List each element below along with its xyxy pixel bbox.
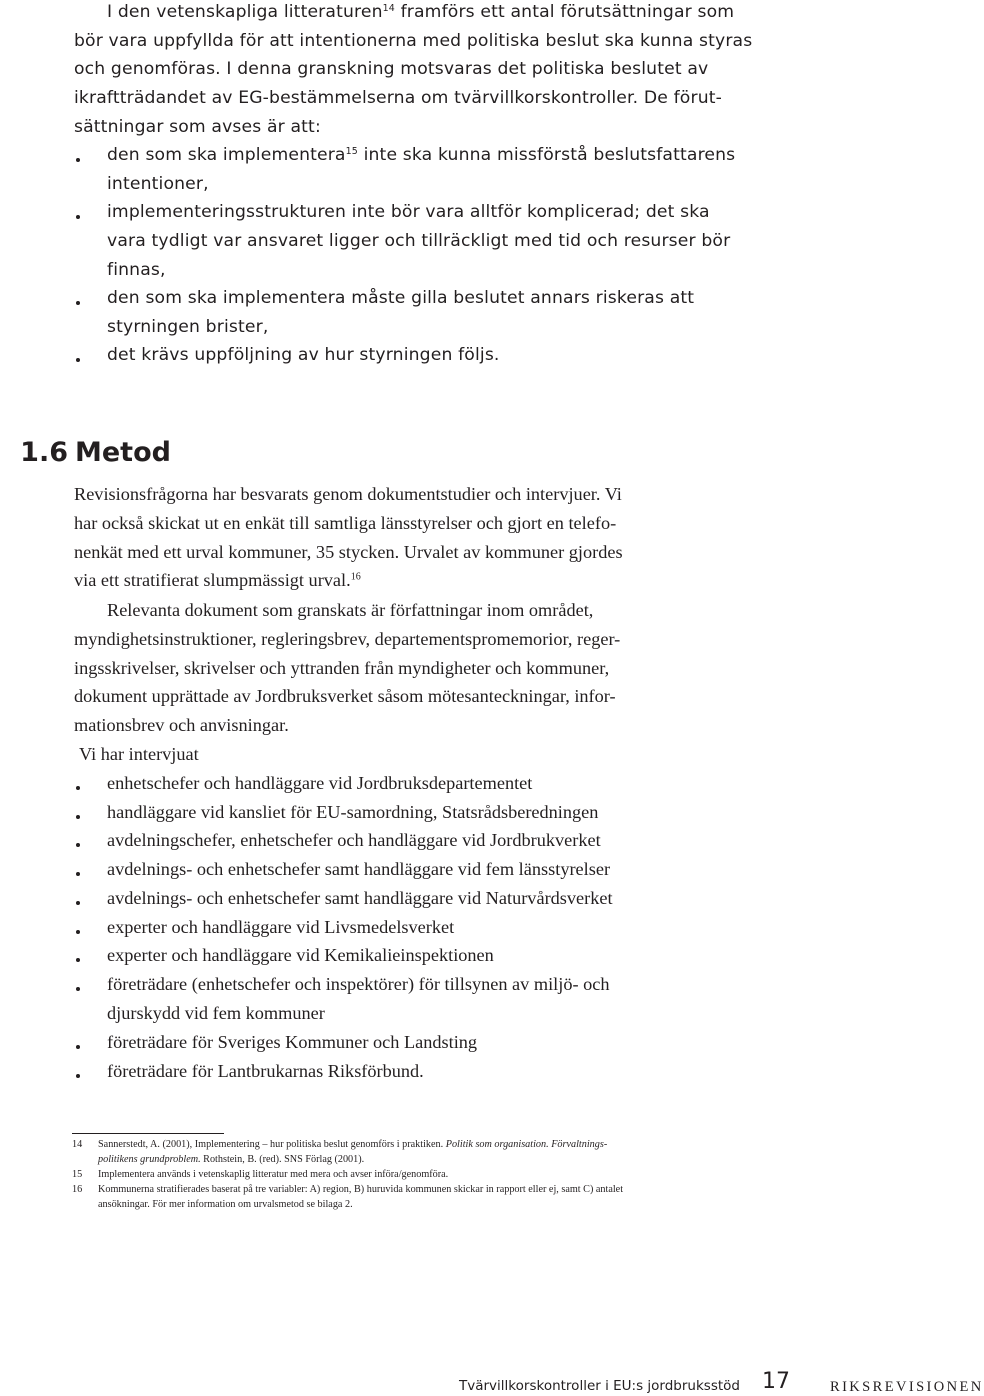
footer-document-title: Tvärvillkorskontroller i EU:s jordbruksstöd	[459, 1378, 740, 1394]
bullet-icon	[75, 1045, 83, 1053]
interviewee-1: enhetschefer och handläggare vid Jordbruksdepartementet	[107, 773, 533, 793]
bullet-icon	[75, 215, 83, 223]
bullet-icon	[75, 872, 83, 880]
intro-line-1: I den vetenskapliga litteraturen$^{14}$ framförs ett antal förutsättningar som	[107, 2, 735, 22]
bullet-icon	[75, 843, 83, 851]
interviewee-6: experter och handläggare vid Livsmedelsverket	[107, 917, 455, 937]
footnote-16-line-1: Kommunerna stratifierades baserat på tre variabler: A) region, B) huruvida kommunen skickar in rapport eller ej, samt C) antalet	[98, 1184, 624, 1195]
intro-line-2: bör vara uppfyllda för att intentionerna med politiska beslut ska kunna styras	[74, 31, 753, 51]
footnote-number: 14	[72, 1139, 83, 1150]
bullet-icon	[75, 358, 83, 366]
method-para2-line-2: myndighetsinstruktioner, regleringsbrev, departementspromemorior, reger-	[74, 629, 621, 649]
interviewee-8-line-1: företrädare (enhetschefer och inspektörer) för tillsynen av miljö- och	[107, 974, 610, 994]
section-title: Metod	[75, 437, 171, 468]
footnote-rule	[72, 1133, 224, 1134]
intro-line-3: och genomföras. I denna granskning motsvaras det politiska beslutet av	[74, 59, 709, 79]
condition-3-line-2: styrningen brister,	[107, 317, 269, 337]
method-para1-line-4: via ett stratifierat slumpmässigt urval.$^{16}$	[74, 570, 361, 590]
method-para2-line-1: Relevanta dokument som granskats är författningar inom området,	[107, 600, 594, 620]
bullet-icon	[75, 958, 83, 966]
condition-2-line-3: finnas,	[107, 260, 166, 280]
method-para1-line-3: nenkät med ett urval kommuner, 35 stycken. Urvalet av kommuner gjordes	[74, 542, 623, 562]
method-para2-line-5: mationsbrev och anvisningar.	[74, 715, 289, 735]
method-para1-line-2: har också skickat ut en enkät till samtliga länsstyrelser och gjort en telefo-	[74, 513, 617, 533]
footnote-15-line-1: Implementera används i vetenskaplig litteratur med mera och avser införa/genomföra.	[98, 1169, 449, 1180]
footnote-number: 16	[72, 1184, 83, 1195]
bullet-icon	[75, 987, 83, 995]
page-number: 17	[762, 1369, 790, 1394]
interviewee-5: avdelnings- och enhetschefer samt handläggare vid Naturvårdsverket	[107, 888, 613, 908]
bullet-icon	[75, 901, 83, 909]
interviewee-8-line-2: djurskydd vid fem kommuner	[107, 1003, 325, 1023]
interviewee-9: företrädare för Sveriges Kommuner och Landsting	[107, 1032, 478, 1052]
bullet-icon	[75, 158, 83, 166]
footer-brand: RIKSREVISIONEN	[830, 1379, 984, 1395]
section-number: 1.6	[20, 437, 68, 468]
footnote-14-line-2: politikens grundproblem. Rothstein, B. (red). SNS Förlag (2001).	[98, 1154, 365, 1165]
condition-4-line-1: det krävs uppföljning av hur styrningen följs.	[107, 345, 500, 365]
method-para2-line-3: ingsskrivelser, skrivelser och yttranden från myndigheter och kommuner,	[74, 658, 610, 678]
bullet-icon	[75, 786, 83, 794]
interviewee-4: avdelnings- och enhetschefer samt handläggare vid fem länsstyrelser	[107, 859, 611, 879]
method-para2-line-4: dokument upprättade av Jordbruksverket såsom mötesanteckningar, infor-	[74, 686, 616, 706]
bullet-icon	[75, 1074, 83, 1082]
bullet-icon	[75, 815, 83, 823]
interviewee-10: företrädare för Lantbrukarnas Riksförbund.	[107, 1061, 424, 1081]
condition-3-line-1: den som ska implementera måste gilla beslutet annars riskeras att	[107, 288, 695, 308]
intro-line-5: sättningar som avses är att:	[74, 117, 321, 137]
footnote-16-line-2: ansökningar. För mer information om urvalsmetod se bilaga 2.	[98, 1199, 353, 1210]
intro-line-4: ikraftträdandet av EG-bestämmelserna om tvärvillkorskontroller. De förut-	[74, 88, 722, 108]
method-para1-line-1: Revisionsfrågorna har besvarats genom dokumentstudier och intervjuer. Vi	[74, 484, 622, 504]
condition-1-line-2: intentioner,	[107, 174, 209, 194]
condition-2-line-1: implementeringsstrukturen inte bör vara alltför komplicerad; det ska	[107, 202, 710, 222]
condition-1-line-1: den som ska implementera$^{15}$ inte ska kunna missförstå beslutsfattarens	[107, 145, 736, 165]
footnote-14-line-1: Sannerstedt, A. (2001), Implementering – hur politiska beslut genomförs i praktiken. Politik som organisation. Förvaltnings-	[98, 1139, 608, 1150]
bullet-icon	[75, 301, 83, 309]
condition-2-line-2: vara tydligt var ansvaret ligger och tillräckligt med tid och resurser bör	[107, 231, 731, 251]
interviewee-7: experter och handläggare vid Kemikalieinspektionen	[107, 945, 494, 965]
interviewee-2: handläggare vid kansliet för EU-samordning, Statsrådsberedningen	[107, 802, 599, 822]
interviewee-3: avdelningschefer, enhetschefer och handläggare vid Jordbrukverket	[107, 830, 601, 850]
bullet-icon	[75, 930, 83, 938]
interview-intro: Vi har intervjuat	[79, 744, 199, 764]
footnote-number: 15	[72, 1169, 83, 1180]
